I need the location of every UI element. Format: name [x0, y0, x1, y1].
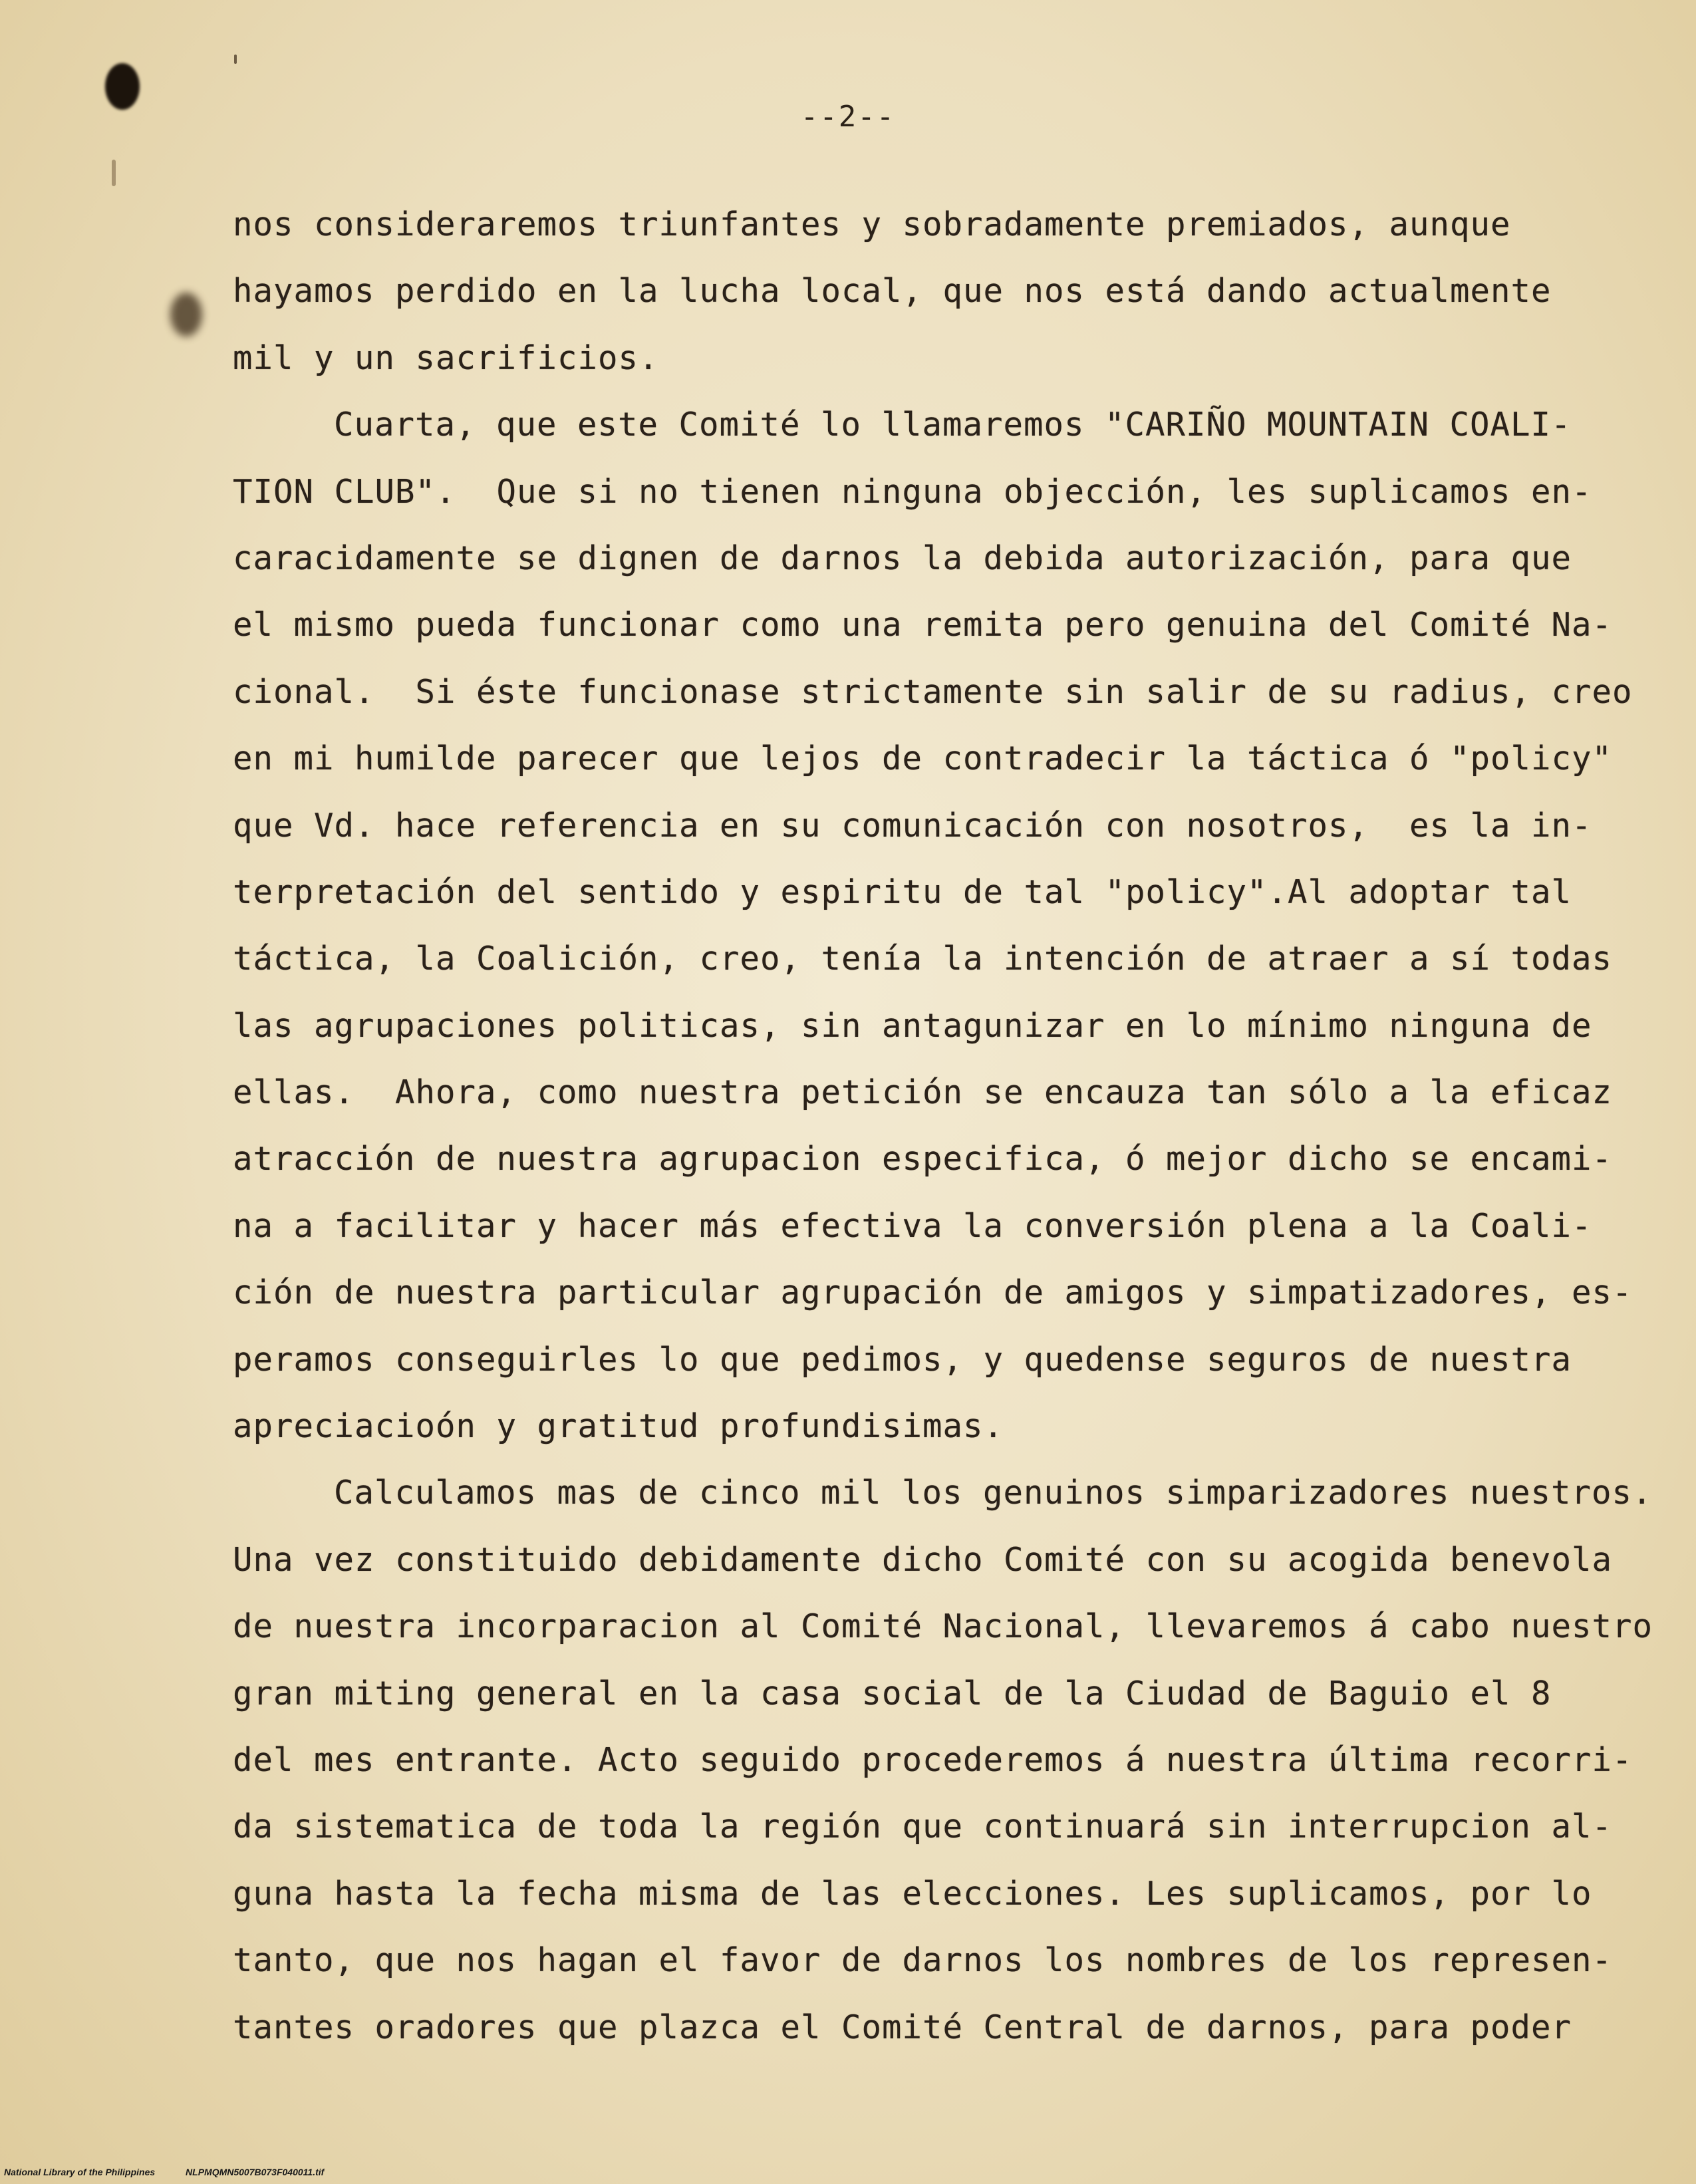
text-line: cional. Si éste funcionase strictamente sin salir de su radius, creo — [233, 672, 1633, 711]
page-number: --2-- — [800, 100, 896, 134]
text-line: apreciacioón y gratitud profundisimas. — [233, 1407, 1004, 1446]
paragraph — [233, 392, 1663, 1460]
text-line: gran miting general en la casa social de la Ciudad de Baguio el 8 — [233, 1674, 1552, 1712]
paper-mark — [112, 160, 116, 186]
text-line: Una vez constituido debidamente dicho Comité con su acogida benevola — [233, 1540, 1613, 1579]
text-line: tantes oradores que plazca el Comité Central de darnos, para poder — [233, 2008, 1572, 2046]
library-credit: National Library of the Philippines — [4, 2167, 156, 2177]
text-line: na a facilitar y hacer más efectiva la conversión plena a la Coali- — [233, 1206, 1592, 1245]
text-line: Cuarta, que este Comité lo llamaremos "CARIÑO MOUNTAIN COALI- — [334, 406, 1572, 444]
text-line: Calculamos mas de cinco mil los genuinos simparizadores nuestros. — [334, 1474, 1653, 1512]
scan-footer — [4, 2167, 324, 2177]
text-line: ción de nuestra particular agrupación de amigos y simpatizadores, es- — [233, 1274, 1633, 1312]
text-line: tanto, que nos hagan el favor de darnos los nombres de los represen- — [233, 1941, 1613, 1980]
text-line: hayamos perdido en la lucha local, que nos está dando actualmente — [233, 272, 1552, 311]
ink-stain — [170, 293, 202, 337]
text-line: las agrupaciones politicas, sin antagunizar en lo mínimo ninguna de — [233, 1006, 1592, 1045]
text-line: atracción de nuestra agrupacion especifica, ó mejor dicho se encami- — [233, 1140, 1613, 1178]
file-identifier: NLPMQMN5007B073F040011.tif — [186, 2167, 325, 2177]
text-line: que Vd. hace referencia en su comunicación con nosotros, es la in- — [233, 806, 1592, 845]
text-line: da sistematica de toda la región que continuará sin interrupcion al- — [233, 1808, 1613, 1846]
text-line: nos consideraremos triunfantes y sobradamente premiados, aunque — [233, 205, 1511, 243]
text-line: ellas. Ahora, como nuestra petición se encauza tan sólo a la eficaz — [233, 1073, 1613, 1112]
paragraph — [233, 1460, 1663, 2061]
text-line: caracidamente se dignen de darnos la debida autorización, para que — [233, 539, 1572, 577]
text-line: peramos conseguirles lo que pedimos, y quedense seguros de nuestra — [233, 1340, 1572, 1379]
text-line: táctica, la Coalición, creo, tenía la intención de atraer a sí todas — [233, 940, 1613, 978]
text-line: guna hasta la fecha misma de las elecciones. Les suplicamos, por lo — [233, 1874, 1592, 1913]
paragraph — [233, 192, 1663, 392]
text-line: en mi humilde parecer que lejos de contradecir la táctica ó "policy" — [233, 740, 1613, 778]
letter-body — [233, 192, 1663, 2061]
text-line: mil y un sacrificios. — [233, 339, 659, 377]
paper-mark — [234, 55, 237, 64]
text-line: del mes entrante. Acto seguido procederemos á nuestra última recorri- — [233, 1740, 1633, 1779]
text-line: de nuestra incorparacion al Comité Nacional, llevaremos á cabo nuestro — [233, 1607, 1653, 1646]
text-line: TION CLUB". Que si no tienen ninguna objección, les suplicamos en- — [233, 472, 1592, 511]
text-line: terpretación del sentido y espiritu de tal "policy".Al adoptar tal — [233, 873, 1572, 911]
text-line: el mismo pueda funcionar como una remita pero genuina del Comité Na- — [233, 606, 1613, 644]
